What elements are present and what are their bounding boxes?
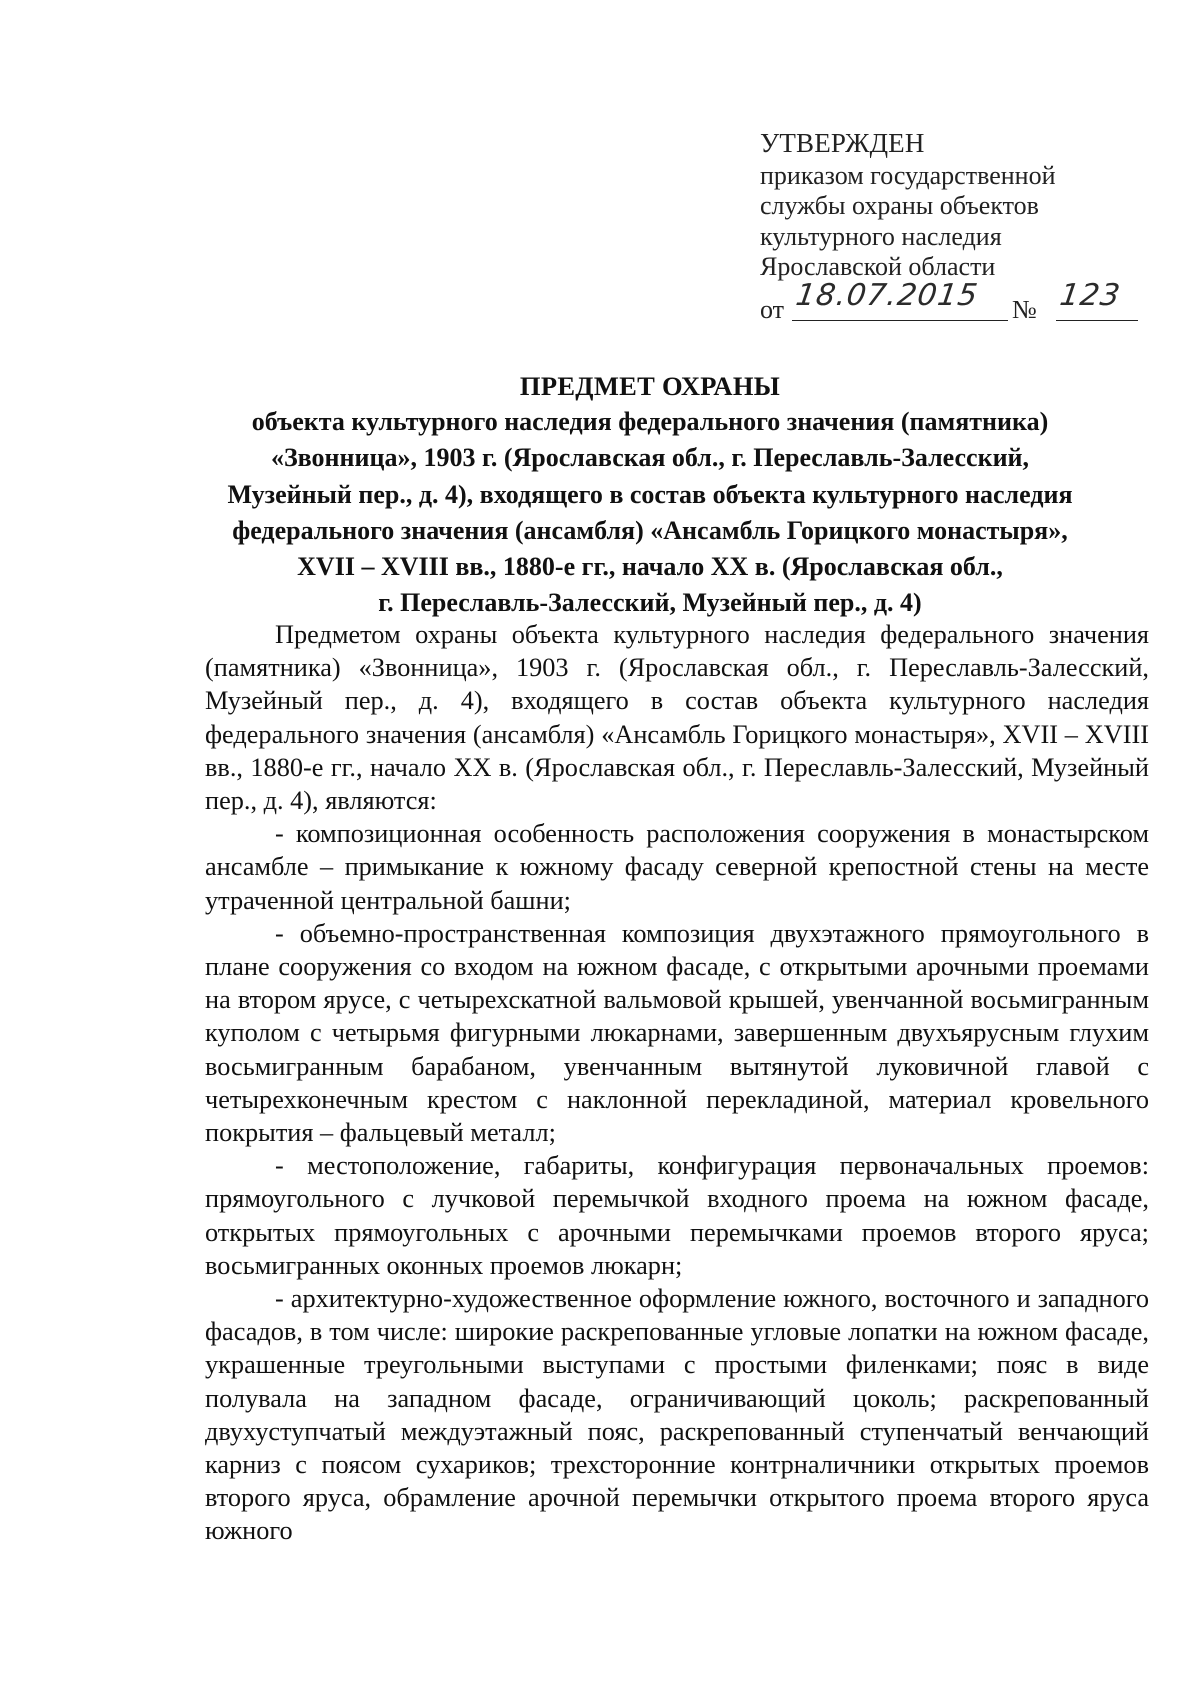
title-line: Музейный пер., д. 4), входящего в состав объекта культурного наследия: [227, 479, 1073, 509]
number-underline: [1056, 320, 1138, 322]
from-label: от: [760, 294, 785, 324]
approval-line: культурного наследия: [760, 221, 1002, 251]
date-underline: [792, 320, 1008, 322]
body-paragraph-volume: - объемно-пространственная композиция двухэтажного прямоугольного в плане сооружения со входом на южном фасаде, с открытыми арочными проемами на втором ярусе, с четырехскатной вальмовой крышей, увенчанной восьмигранным куполом с четырьмя фигурными люкарнами, завершенным двухъярусным глухим восьмигранным барабаном, увенчанным вытянутой луковичной главой с четырехконечным крестом с наклонной перекладиной, материал кровельного покрытия – фальцевый металл;: [205, 918, 1149, 1148]
body-paragraph-composition: - композиционная особенность расположения сооружения в монастырском ансамбле – примыкание к южному фасаду северной крепостной стены на месте утраченной центральной башни;: [205, 819, 1149, 915]
approval-line: службы охраны объектов: [760, 191, 1039, 220]
title-line: федерального значения (ансамбля) «Ансамбль Горицкого монастыря»,: [232, 515, 1068, 545]
approval-line: приказом государственной: [760, 160, 1056, 190]
title-line: «Звонница», 1903 г. (Ярославская обл., г. Переславль-Залесский,: [270, 443, 1030, 473]
body-paragraph-openings: - местоположение, габариты, конфигурация первоначальных проемов: прямоугольного с лучковой перемычкой входного проема на южном фасаде, открытых прямоугольных с арочными перемычками проемов второго яруса; восьмигранных оконных проемов люкарн;: [205, 1151, 1149, 1280]
approval-date-number-line: [760, 277, 1123, 325]
body-paragraph-intro: Предметом охраны объекта культурного наследия федерального значения (памятника) «Звонница», 1903 г. (Ярославская обл., г. Переславль-Залесский, Музейный пер., д. 4), входящего в состав объекта культурного наследия федерального значения (ансамбля) «Ансамбль Горицкого монастыря», XVII – XVIII вв., 1880-е гг., начало XX в. (Ярославская обл., г. Переславль-Залесский, Музейный пер., д. 4), являются:: [205, 620, 1149, 816]
approval-line: Ярославской области: [760, 252, 996, 281]
handwritten-date: 18.07.2015: [793, 277, 981, 313]
number-label: №: [1012, 294, 1037, 324]
approval-heading: УТВЕРЖДЕН: [760, 128, 925, 158]
title-line: XVII – XVIII вв., 1880-е гг., начало XX в. (Ярославская обл.,: [297, 552, 1003, 582]
approval-stamp: [760, 128, 1123, 325]
handwritten-number: 123: [1057, 277, 1123, 313]
title-line: г. Переславль-Залесский, Музейный пер., д. 4): [378, 588, 922, 618]
document-title: ПРЕДМЕТ ОХРАНЫ: [519, 371, 781, 401]
body-paragraph-facades: - архитектурно-художественное оформление южного, восточного и западного фасадов, в том числе: широкие раскрепованные угловые лопатки на южном фасаде, украшенные треугольными выступами с простыми филенками; пояс в виде полувала на западном фасаде, ограничивающий цоколь; раскрепованный двухуступчатый междуэтажный пояс, раскрепованный ступенчатый венчающий карниз с поясом сухариков; трехсторонние контрналичники открытых проемов второго яруса, обрамление арочной перемычки открытого проема второго яруса южного: [205, 1284, 1149, 1546]
title-line: объекта культурного наследия федерального значения (памятника): [251, 407, 1049, 437]
document-body: [205, 618, 1149, 1548]
document-title-block: [150, 368, 1150, 621]
